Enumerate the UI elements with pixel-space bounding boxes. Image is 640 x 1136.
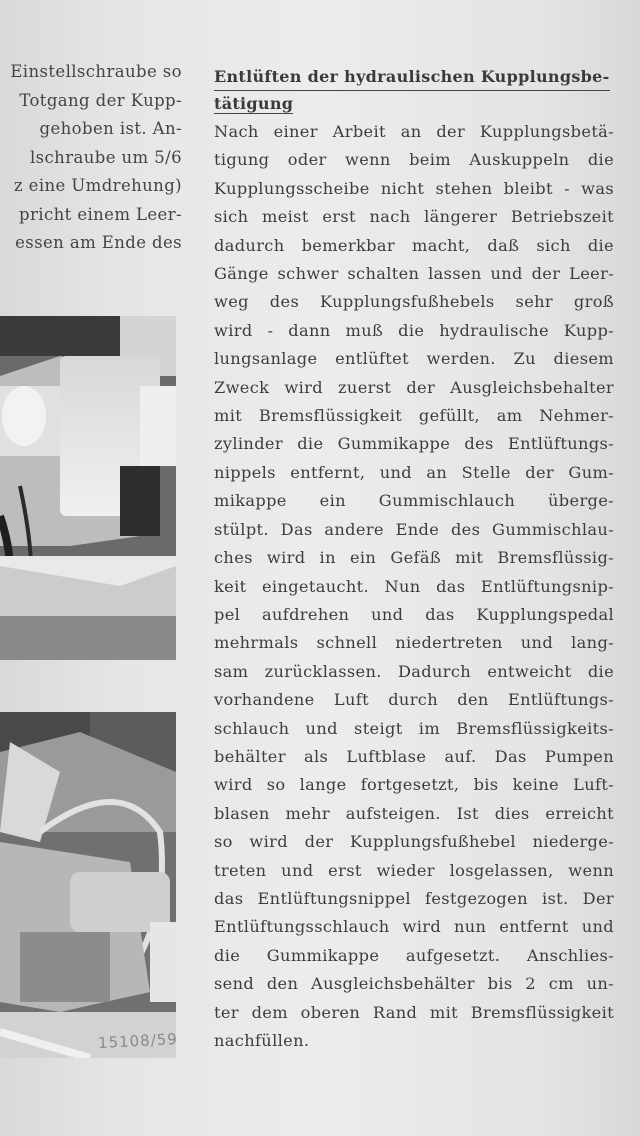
body-line: keit eingetaucht. Nun das Entlüftungsnip-: [214, 576, 614, 596]
hydraulic-line-photo: [0, 712, 176, 1058]
body-line: blasen mehr aufsteigen. Ist dies erreicht: [214, 803, 614, 823]
body-line: zylinder die Gummikappe des Entlüftungs-: [214, 434, 614, 454]
photo-reference-number: 15108/59: [97, 1029, 179, 1053]
body-line: pel aufdrehen und das Kupplungspedal: [214, 604, 614, 624]
body-line: send den Ausgleichsbehälter bis 2 cm un-: [214, 974, 614, 994]
body-line: mikappe ein Gummischlauch überge-: [214, 491, 614, 511]
body-line: treten und erst wieder losgelassen, wenn: [214, 860, 614, 880]
body-line: weg des Kupplungsfußhebels sehr groß: [214, 292, 614, 312]
heading-line: tätigung: [214, 94, 294, 113]
body-line: Kupplungsscheibe nicht stehen bleibt - was: [214, 178, 614, 198]
body-line: wird - dann muß die hydraulische Kupp-: [214, 320, 614, 340]
left-line: gehoben ist. An-: [39, 119, 182, 138]
heading-line: Entlüften der hydraulischen Kupplungsbe-: [214, 64, 610, 91]
section-body: [214, 118, 614, 1055]
body-line: mehrmals schnell niedertreten und lang-: [214, 633, 614, 653]
body-line: nippels entfernt, und an Stelle der Gum-: [214, 462, 614, 482]
body-line: das Entlüftungsnippel festgezogen ist. Der: [214, 888, 614, 908]
left-column-text: [0, 58, 188, 258]
body-line: ter dem oberen Rand mit Bremsflüssigkeit: [214, 1002, 614, 1022]
body-line: Entlüftungsschlauch wird nun entfernt und: [214, 917, 614, 937]
clutch-mechanism-photo: [0, 316, 176, 660]
body-line: stülpt. Das andere Ende des Gummischlau-: [214, 519, 614, 539]
body-line: wird so lange fortgesetzt, bis keine Luft-: [214, 775, 614, 795]
body-line: die Gummikappe aufgesetzt. Anschlies-: [214, 945, 614, 965]
body-line: Gänge schwer schalten lassen und der Leer-: [214, 264, 614, 284]
left-line: pricht einem Leer-: [19, 204, 182, 224]
left-line: essen am Ende des: [15, 233, 182, 252]
body-line: mit Bremsflüssigkeit gefüllt, am Nehmer-: [214, 406, 614, 426]
body-line: behälter als Luftblase auf. Das Pumpen: [214, 746, 614, 766]
section-heading: [214, 64, 614, 117]
bleeding-section: [214, 64, 614, 1055]
body-line: Zweck wird zuerst der Ausgleichsbehalter: [214, 377, 614, 397]
body-line: nachfüllen.: [214, 1031, 310, 1050]
left-line: lschraube um 5/6: [29, 147, 182, 167]
body-line: schlauch und steigt im Bremsflüssigkeits-: [214, 718, 614, 738]
body-line: Nach einer Arbeit an der Kupplungsbetä-: [214, 122, 614, 141]
left-line: z eine Umdrehung): [13, 176, 182, 195]
body-line: dadurch bemerkbar macht, daß sich die: [214, 235, 614, 255]
body-line: vorhandene Luft durch den Entlüftungs-: [214, 690, 614, 710]
body-line: ches wird in ein Gefäß mit Bremsflüssig-: [214, 548, 614, 568]
body-line: lungsanlage entlüftet werden. Zu diesem: [214, 349, 614, 369]
body-line: so wird der Kupplungsfußhebel niederge-: [214, 832, 614, 852]
body-line: sich meist erst nach längerer Betriebszeit: [214, 207, 614, 227]
body-line: tigung oder wenn beim Auskuppeln die: [214, 150, 614, 170]
left-line: Einstellschraube so: [10, 62, 182, 81]
body-line: sam zurücklassen. Dadurch entweicht die: [214, 661, 614, 681]
left-line: Totgang der Kupp-: [19, 90, 182, 110]
